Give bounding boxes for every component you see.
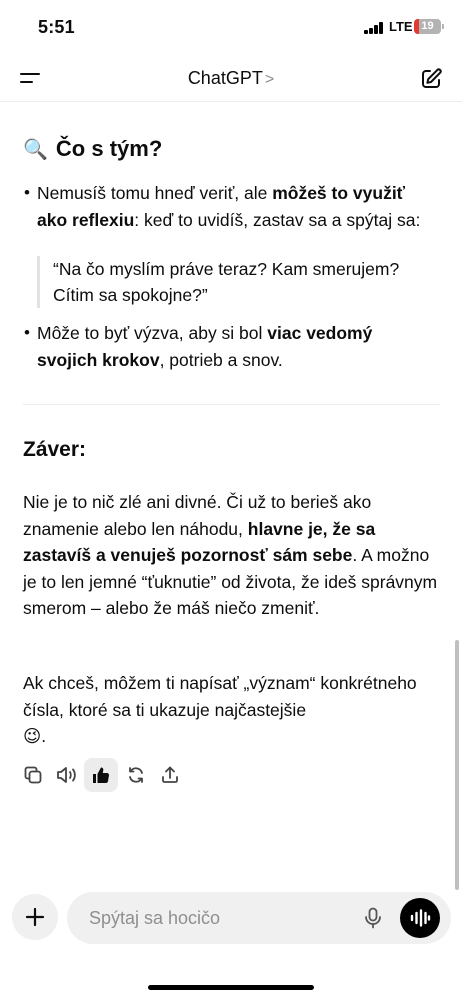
message-input-container [67,892,451,944]
scrollbar[interactable] [455,640,459,890]
bullet-dot: • [24,323,30,342]
paragraph-bold: hlavne je, že sa zastavíš a venuješ pozornosť sám sebe [23,518,376,565]
bullet-bold: viac vedomý svojich krokov [37,323,373,370]
battery-tip [442,24,444,29]
paragraph-text: . A možno je to len jemné “ťuknutie” od života, že ideš správnym smerom – alebo že máš niečo zmeniť. [23,545,438,618]
microphone-icon[interactable] [361,906,385,930]
voice-mode-button[interactable] [400,898,440,938]
thumbs-up-icon [91,765,111,785]
top-nav [0,56,462,102]
magnifier-emoji: 🔍 [23,138,48,161]
share-icon [160,765,180,785]
waveform-icon [409,908,431,928]
home-indicator [148,985,314,990]
share-button[interactable] [153,758,187,792]
battery-level: 19 [421,20,434,32]
paragraph-text: Nie je to nič zlé ani divné. Či už to berieš ako znamenie alebo len náhodu, [23,492,372,539]
plus-icon [25,907,45,927]
bullet-bold: môžeš to využiť ako reflexiu [37,183,406,230]
status-time: 5:51 [38,17,75,37]
paragraph-text: . [41,726,47,746]
conclusion-paragraph [23,489,441,622]
signal-icon [364,22,384,34]
bullet-text: Môže to byť výzva, aby si bol [37,323,268,343]
chevron-right-icon: > [264,71,275,88]
bullet-dot: • [24,183,30,202]
status-bar [0,0,462,56]
battery-icon [414,19,441,34]
section-heading [23,136,162,162]
wink-emoji: 😉 [23,726,42,746]
nav-title: ChatGPT [187,68,263,88]
copy-icon [23,765,43,785]
bullet-text: , potrieb a snov. [159,349,283,370]
bullet-text: : keď to uvidíš, zastav sa a spýtaj sa: [134,209,421,230]
offer-paragraph [23,670,441,750]
copy-button[interactable] [16,758,50,792]
regenerate-icon [126,765,146,785]
composer [0,890,462,1000]
read-aloud-button[interactable] [50,758,84,792]
list-item [23,320,423,373]
message-input[interactable] [89,892,339,944]
section-heading-text: Čo s tým? [55,136,163,161]
divider [23,404,440,405]
speaker-icon [56,765,78,785]
thumbs-up-button[interactable] [84,758,118,792]
new-chat-icon[interactable] [419,67,443,91]
paragraph-text: Ak chceš, môžem ti napísať „význam“ konkrétneho čísla, ktoré sa ti ukazuje najčastejšie [23,673,417,720]
network-label: LTE [389,19,413,34]
regenerate-button[interactable] [119,758,153,792]
blockquote: “Na čo myslím práve teraz? Kam smerujem? Cítim sa spokojne?” [37,256,437,308]
model-selector[interactable] [0,68,462,89]
conclusion-heading: Záver: [23,438,87,461]
attach-button[interactable] [12,894,58,940]
list-item [23,180,423,233]
bullet-text: Nemusíš tomu hneď veriť, ale [37,183,273,203]
